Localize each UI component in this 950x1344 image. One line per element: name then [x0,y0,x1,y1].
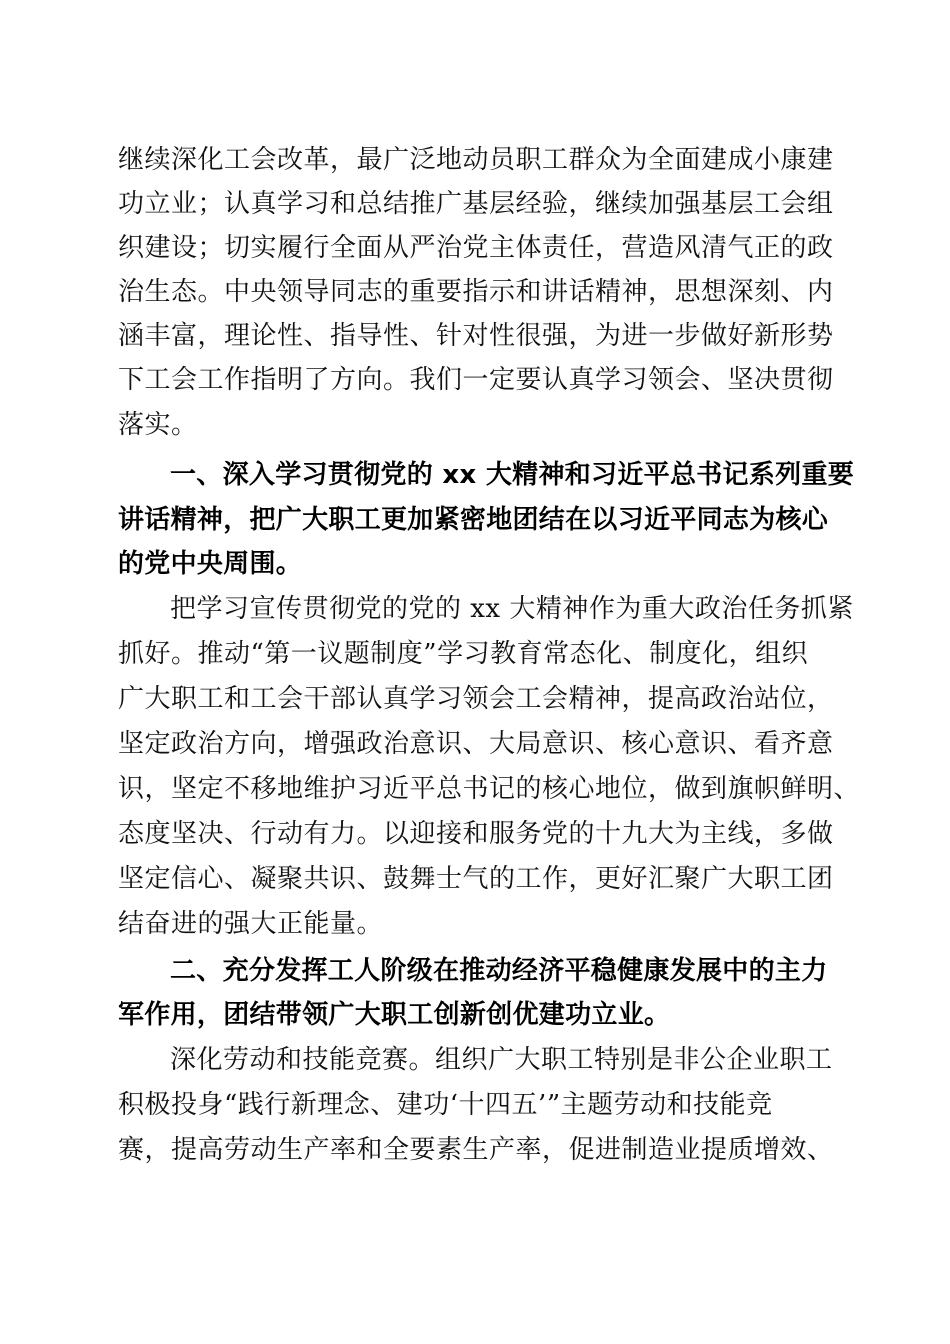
intro-line: 涵丰富，理论性、指导性、针对性很强，为进一步做好新形势 [118,321,834,351]
section1-body-line: 识，坚定不移地维护习近平总书记的核心地位，做到旗帜鲜明、 [118,774,861,804]
intro-line: 落实。 [118,410,198,440]
section1-body-line: 广大职工和工会干部认真学习领会工会精神，提高政治站位， [118,684,834,714]
section1-body-line: 态度坚决、行动有力。以迎接和服务党的十九大为主线，多做 [118,819,834,849]
section2-heading-line: 军作用，团结带领广大职工创新创优建功立业。 [118,1000,671,1030]
intro-line: 下工会工作指明了方向。我们一定要认真学习领会、坚决贯彻 [118,365,834,395]
section2-body-line: 深化劳动和技能竞赛。组织广大职工特别是非公企业职工 [170,1045,833,1075]
section2-heading-line: 二、充分发挥工人阶级在推动经济平稳健康发展中的主力 [170,956,828,986]
section1-body-line: 结奋进的强大正能量。 [118,909,384,939]
section1-body-line: 把学习宣传贯彻党的党的 xx 大精神作为重大政治任务抓紧 [170,594,854,624]
intro-line: 治生态。中央领导同志的重要指示和讲话精神，思想深刻、内 [118,277,834,307]
section1-heading-line: 的党中央周围。 [118,549,303,579]
intro-line: 继续深化工会改革，最广泛地动员职工群众为全面建成小康建 [118,145,834,175]
section1-heading-line: 一、深入学习贯彻党的 xx 大精神和习近平总书记系列重要 [170,460,855,490]
section1-heading-line: 讲话精神，把广大职工更加紧密地团结在以习近平同志为核心 [118,505,829,535]
section2-body-line: 积极投身“践行新理念、建功‘十四五’”主题劳动和技能竞 [118,1090,773,1120]
intro-line: 织建设；切实履行全面从严治党主体责任，营造风清气正的政 [118,233,834,263]
section1-body-line: 坚定政治方向，增强政治意识、大局意识、核心意识、看齐意 [118,729,834,759]
section1-body-line: 抓好。推动“第一议题制度”学习教育常态化、制度化，组织 [118,639,809,669]
intro-line: 功立业；认真学习和总结推广基层经验，继续加强基层工会组 [118,189,834,219]
section2-body-line: 赛，提高劳动生产率和全要素生产率，促进制造业提质增效、 [118,1135,834,1165]
section1-body-line: 坚定信心、凝聚共识、鼓舞士气的工作，更好汇聚广大职工团 [118,864,834,894]
